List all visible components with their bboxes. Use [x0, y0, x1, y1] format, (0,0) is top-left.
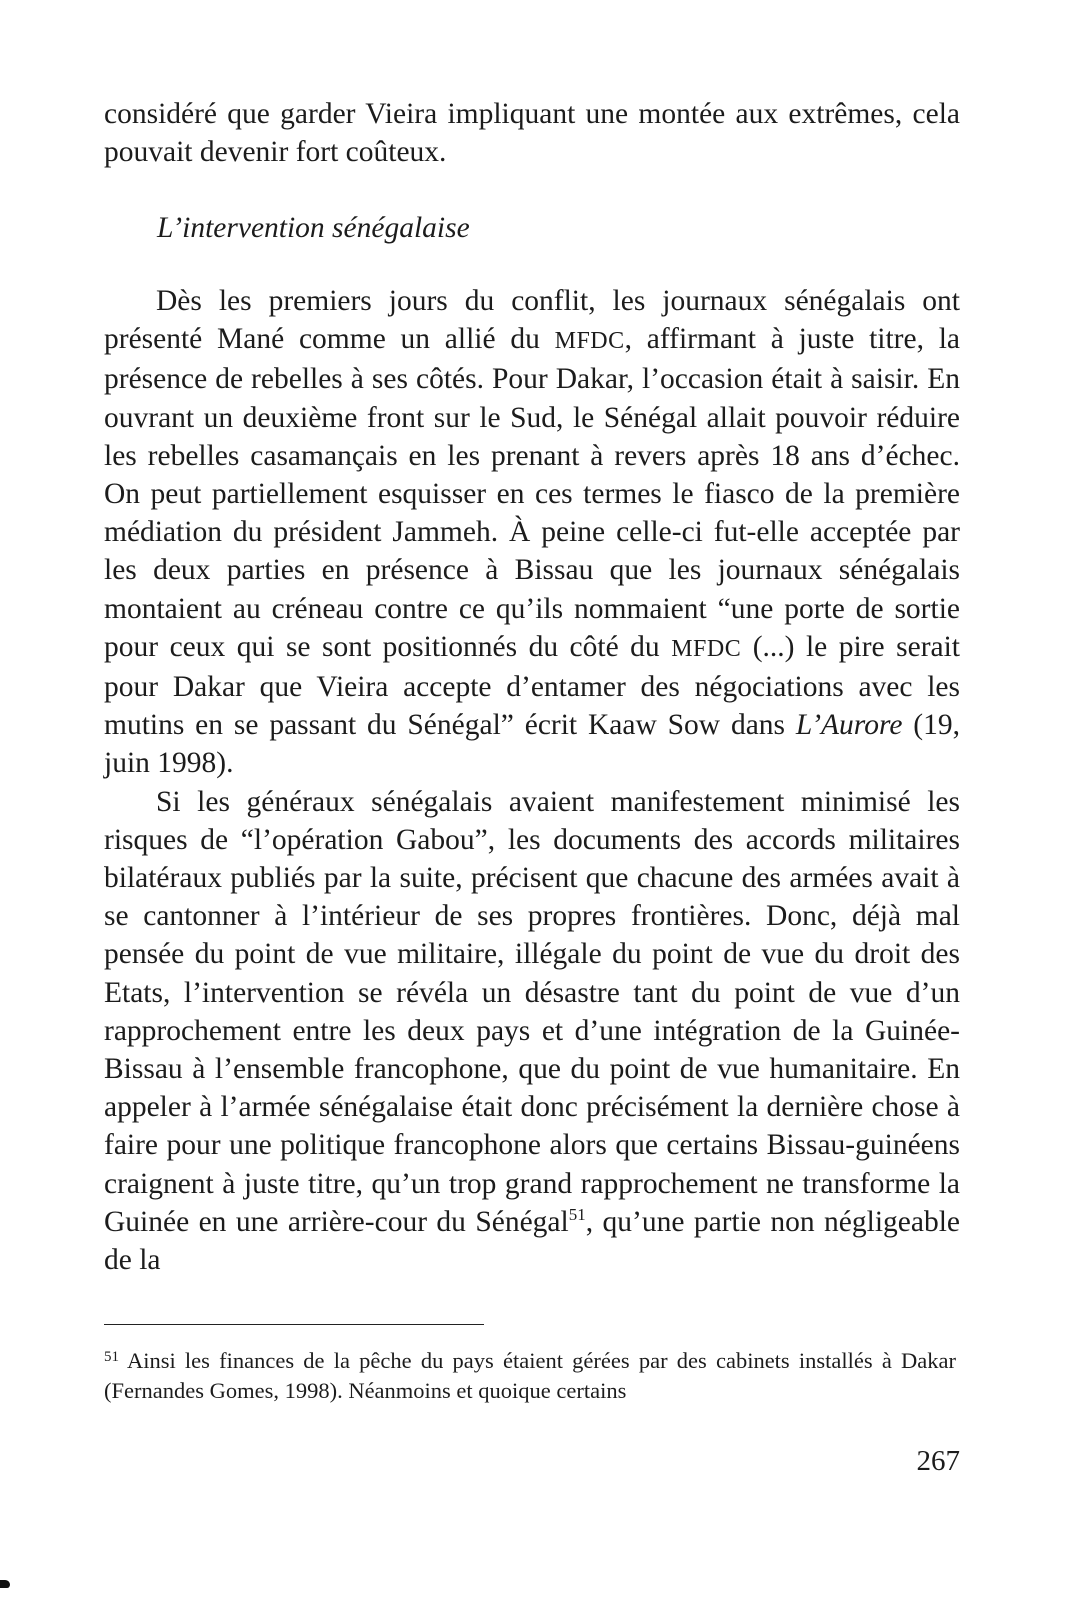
paragraph-1-text: (...) le pire serait pour Dakar que Vieira accepte d’entamer des négociations avec les mutins en se passant du Sénégal” écrit Kaaw Sow dans: [104, 630, 961, 742]
acronym-mfdc: MFDC: [671, 635, 742, 662]
paragraph-text: considéré que garder Vieira impliquant une montée aux extrêmes, cela pouvait devenir fort coûteux.: [104, 98, 960, 169]
journal-title: L’Aurore: [795, 709, 903, 742]
footnote-reference: 51: [568, 1204, 586, 1224]
footnote: [104, 1346, 956, 1406]
paragraph-1-text: , affirmant à juste titre, la présence de rebelles à ses côtés. Pour Dakar, l’occasion était à saisir. En ouvrant un deuxième front sur le Sud, le Sénégal allait pouvoir réduire les rebelles casamançais en les prenant à revers après 18 ans d’échec. On peut partiellement esquisser en ces termes le fiasco de la première médiation du président Jammeh. À peine celle-ci fut-elle acceptée par les deux parties en présence à Bissau que les journaux sénégalais montaient au créneau contre ce qu’ils nommaient “une porte de sortie pour ceux qui se sont positionnés du côté du: [104, 323, 960, 663]
section-heading: L’intervention sénégalaise: [157, 212, 470, 244]
paragraph-continued: [104, 95, 960, 171]
main-text: [104, 282, 960, 1279]
footnote-text: Ainsi les finances de la pêche du pays étaient gérées par des cabinets installés à Dakar (Fernandes Gomes, 1998). Néanmoins et quoique certains: [104, 1348, 956, 1403]
scan-artifact: [0, 1580, 10, 1588]
paragraph-1-text: (19, juin 1998).: [104, 709, 960, 780]
paragraph-2-text: , qu’une partie non négligeable de la: [104, 1205, 960, 1277]
acronym-mfdc: MFDC: [554, 328, 625, 355]
paragraph-2: [104, 783, 960, 1280]
paragraph-1-text: Dès les premiers jours du conflit, les journaux sénégalais ont présenté Mané comme un allié du: [104, 285, 960, 356]
footnote-divider: [104, 1324, 484, 1325]
paragraph-2-text: Si les généraux sénégalais avaient manifestement minimisé les risques de “l’opération Gabou”, les documents des accords militaires bilatéraux publiés par la suite, précisent que chacune des armées avait à se cantonner à l’intérieur de ses propres frontières. Donc, déjà mal pensée du point de vue militaire, illégale du point de vue du droit des Etats, l’intervention se révéla un désastre tant du point de vue d’un rapprochement entre les deux pays et d’une intégration de la Guinée-Bissau à l’ensemble francophone, que du point de vue humanitaire. En appeler à l’armée sénégalaise était donc précisément la dernière chose à faire pour une politique francophone alors que certains Bissau-guinéens craignent à juste titre, qu’un trop grand rapprochement ne transforme la Guinée en une arrière-cour du Sénégal: [104, 785, 960, 1238]
footnote-number: 51: [104, 1349, 119, 1365]
paragraph-1: [104, 282, 960, 783]
page-number: 267: [916, 1445, 960, 1477]
